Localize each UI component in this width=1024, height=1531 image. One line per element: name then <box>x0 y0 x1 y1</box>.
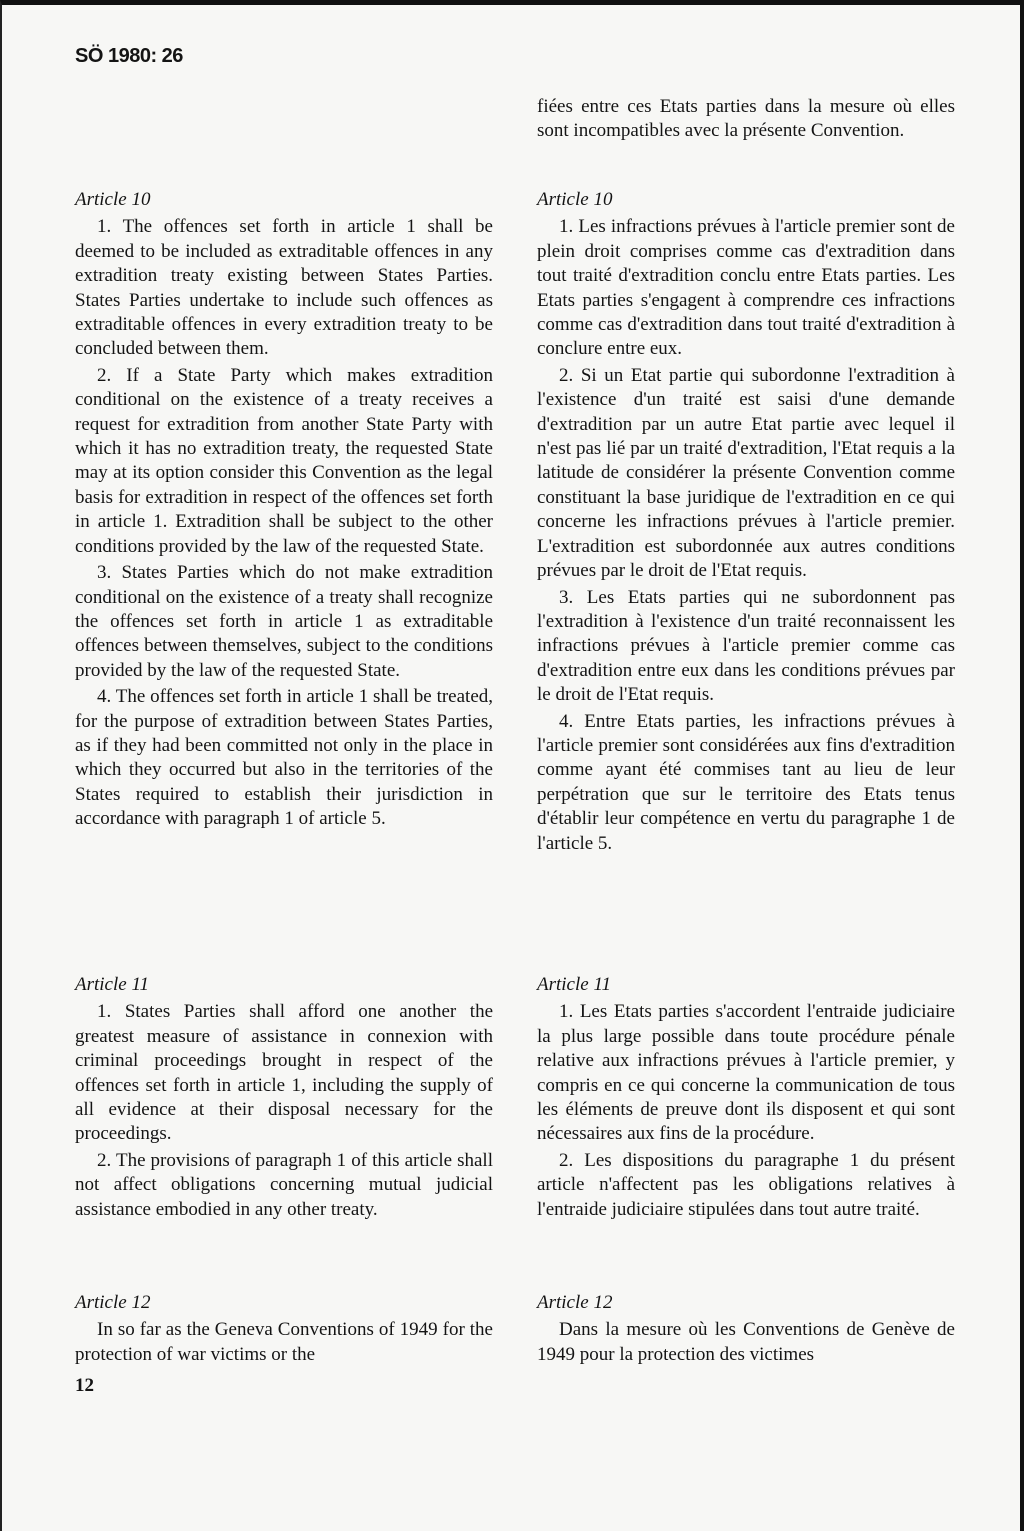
article-12-heading-fr: Article 12 <box>537 1292 613 1313</box>
article-10-section-fr <box>537 188 955 858</box>
article-12-paragraph-1-fr: Dans la mesure où les Conventions de Genève de 1949 pour la protection des victimes <box>537 1319 955 1365</box>
article-11-heading-en: Article 11 <box>75 974 150 995</box>
article-10-section-en <box>75 188 493 834</box>
article-12-section-fr <box>537 1291 955 1369</box>
article-10-heading-en: Article 10 <box>75 189 151 210</box>
article-11-paragraph-2-en: 2. The provisions of paragraph 1 of this article shall not affect obligations concerning mutual judicial assistance embodied in any other treaty. <box>75 1149 493 1220</box>
article-10-paragraph-4-fr: 4. Entre Etats parties, les infractions prévues à l'article premier sont considérées aux fins d'extradition comme ayant été commises tant au lieu de leur perpétration que sur le territoire des Etats tenus d'établir leur compétence en vertu du paragraphe 1 de l'article 5. <box>537 710 955 854</box>
article-10-paragraph-2-fr: 2. Si un Etat partie qui subordonne l'extradition à l'existence d'un traité est saisi d'une demande d'extradition par un autre Etat partie avec lequel il n'est pas lié par un traité d'extradition, l'Etat requis a la latitude de considérer la présente Convention comme constituant la base juridique de l'extradition en ce qui concerne les infractions prévues à l'article premier. L'extradition est subordonnée aux autres conditions prévues par le droit de l'Etat requis. <box>537 364 955 582</box>
french-continuation-block <box>537 95 955 146</box>
article-12-heading-en: Article 12 <box>75 1292 151 1313</box>
article-10-paragraph-3-en: 3. States Parties which do not make extradition conditional on the existence of a treaty shall recognize the offences set forth in article 1 as extraditable offences between themselves, subject to the conditions provided by the law of the requested State. <box>75 562 493 681</box>
article-10-paragraph-4-en: 4. The offences set forth in article 1 shall be treated, for the purpose of extradition between States Parties, as if they had been committed not only in the place in which they occurred but also in the territories of the States required to establish their jurisdiction in accordance with paragraph 1 of article 5. <box>75 686 493 830</box>
article-11-paragraph-1-en: 1. States Parties shall afford one another the greatest measure of assistance in connexion with criminal proceedings brought in respect of the offences set forth in article 1, including the supply of all evidence at their disposal necessary for the proceedings. <box>75 1001 493 1145</box>
article-11-section-en <box>75 973 493 1224</box>
article-10-heading-fr: Article 10 <box>537 189 613 210</box>
article-11-paragraph-1-fr: 1. Les Etats parties s'accordent l'entraide judiciaire la plus large possible dans toute procédure pénale relative aux infractions prévues à l'article premier, y compris en ce qui concerne la communication de tous les éléments de preuve dont ils disposent et qui sont nécessaires aux fins de la procédure. <box>537 1001 955 1145</box>
document-code: SÖ 1980: 26 <box>75 45 183 67</box>
article-10-paragraph-2-en: 2. If a State Party which makes extradition conditional on the existence of a treaty receives a request for extradition from another State Party with which it has no extradition treaty, the requested State may at its option consider this Convention as the legal basis for extradition in respect of the offences set forth in article 1. Extradition shall be subject to the other conditions provided by the law of the requested State. <box>75 364 493 557</box>
french-continuation-text: fiées entre ces Etats parties dans la mesure où elles sont incompatibles avec la présente Convention. <box>537 96 955 142</box>
article-10-paragraph-3-fr: 3. Les Etats parties qui ne subordonnent pas l'extradition à l'existence d'un traité reconnaissent les infractions prévues à l'article premier comme cas d'extradition entre eux dans les conditions prévues par le droit de l'Etat requis. <box>537 586 955 706</box>
article-10-paragraph-1-en: 1. The offences set forth in article 1 shall be deemed to be included as extraditable offences in any extradition treaty existing between States Parties. States Parties undertake to include such offences as extraditable offences in every extradition treaty to be concluded between them. <box>75 216 493 360</box>
article-10-paragraph-1-fr: 1. Les infractions prévues à l'article premier sont de plein droit comprises comme cas d'extradition dans tout traité d'extradition conclu entre Etats parties. Les Etats parties s'engagent à comprendre ces infractions comme cas d'extradition dans tout traité d'extradition à conclure entre eux. <box>537 216 955 360</box>
article-12-paragraph-1-en: In so far as the Geneva Conventions of 1949 for the protection of war victims or the <box>75 1319 493 1365</box>
article-11-heading-fr: Article 11 <box>537 974 612 995</box>
article-12-section-en <box>75 1291 493 1369</box>
page-number: 12 <box>75 1375 94 1396</box>
article-11-paragraph-2-fr: 2. Les dispositions du paragraphe 1 du présent article n'affectent pas les obligations relatives à l'entraide judiciaire stipulées dans tout autre traité. <box>537 1149 955 1220</box>
article-11-section-fr <box>537 973 955 1224</box>
